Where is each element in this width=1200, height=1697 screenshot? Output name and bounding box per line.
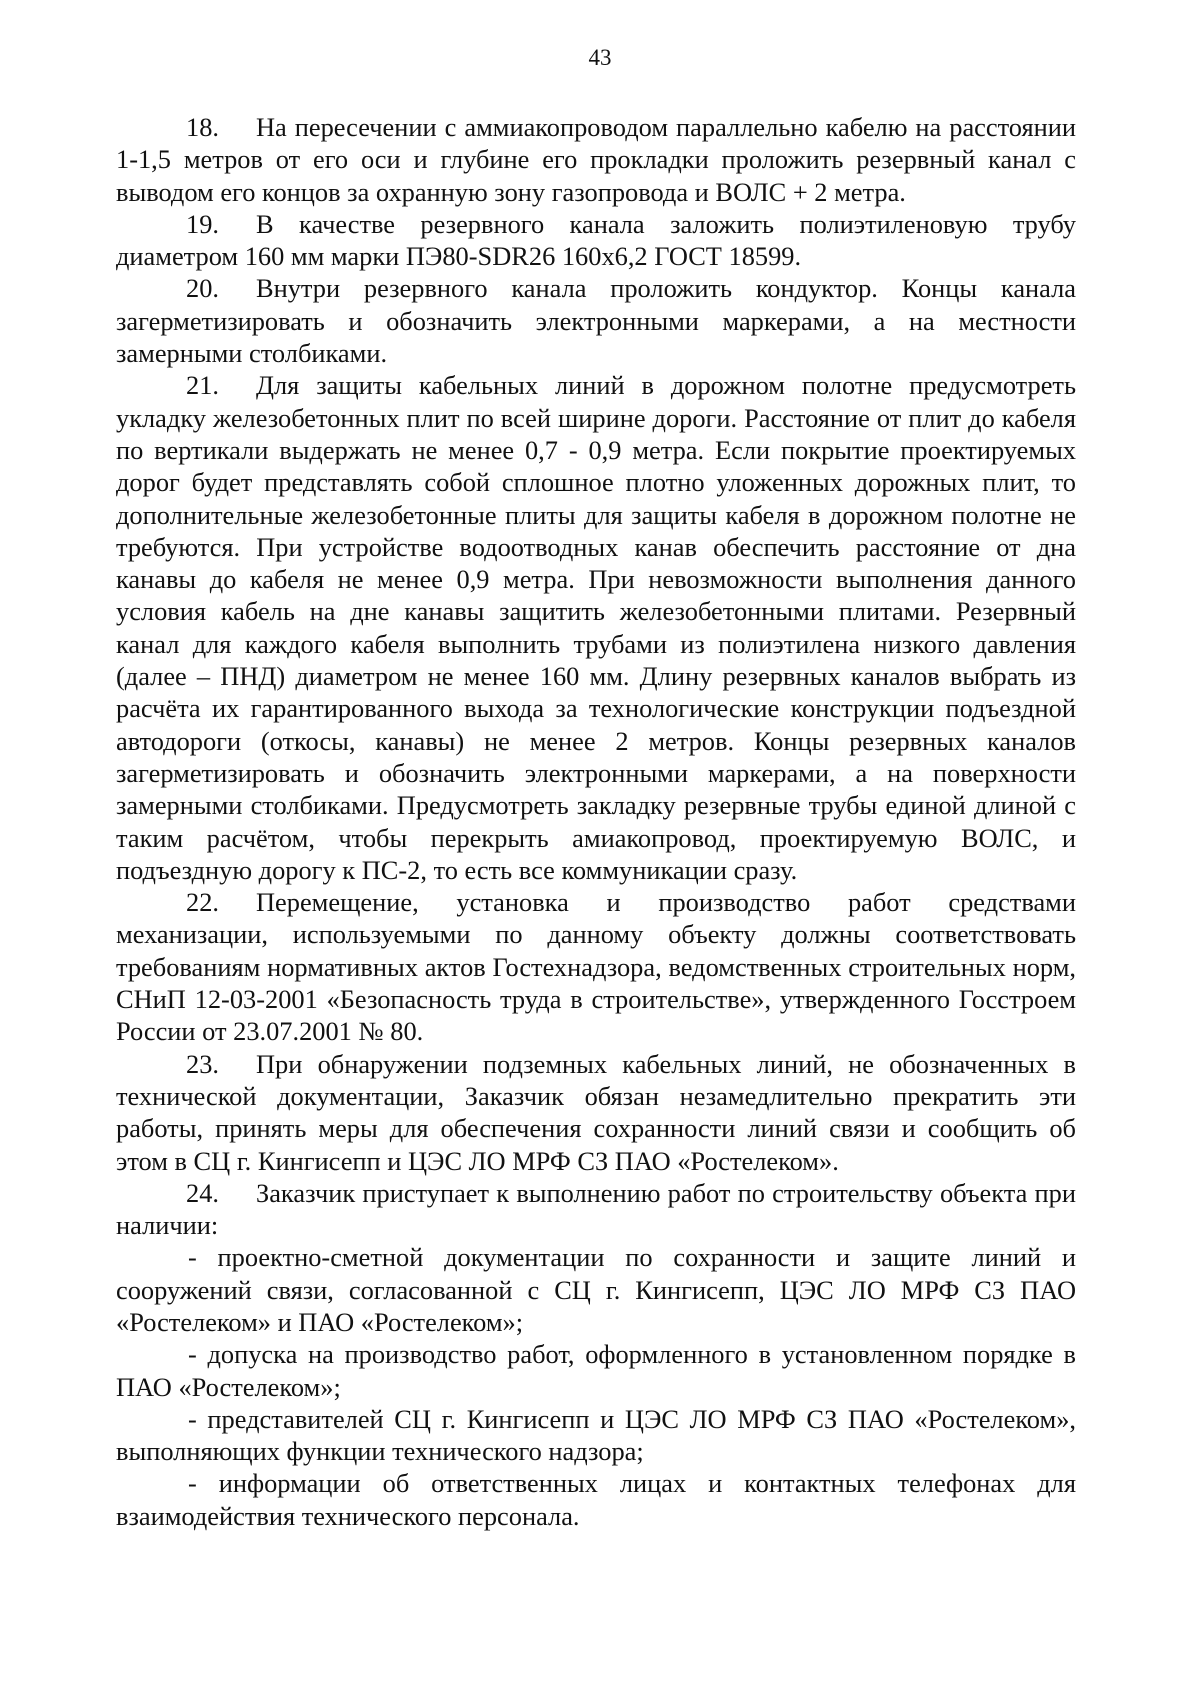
item-24 (116, 1177, 1076, 1242)
item-number: 19. (186, 208, 219, 239)
sub-item-contacts: - информации об ответственных лицах и контактных телефонах для взаимодействия технического персонала. (116, 1468, 1076, 1531)
item-text: Для защиты кабельных линий в дорожном полотне предусмотреть укладку железобетонных плит по всей ширине дороги. Расстояние от плит до кабеля по вертикали выдержать не менее 0,7 - 0,9 метра. Если покрытие проектируемых дорог будет представлять собой сплошное плотно уложенных дорожных плит, то дополнительные железобетонные плиты для защиты кабеля в дорожном полотне не требуются. При устройстве водоотводных канав обеспечить расстояние от дна канавы до кабеля не менее 0,9 метра. При невозможности выполнения данного условия кабель на дне канавы защитить железобетонными плитами. Резервный канал для каждого кабеля выполнить трубами из полиэтилена низкого давления (далее – ПНД) диаметром не менее 160 мм. Длину резервных каналов выбрать из расчёта их гарантированного выхода за технологические конструкции подъездной автодороги (откосы, канавы) не менее 2 метров. Концы резервных каналов загерметизировать и обозначить электронными маркерами, а на поверхности замерными столбиками. Предусмотреть закладку резервные трубы единой длиной с таким расчётом, чтобы перекрыть амиакопровод, проектируемую ВОЛС, и подъездную дорогу к ПС-2, то есть все коммуникации сразу. (116, 370, 1076, 885)
item-19 (116, 208, 1076, 273)
sub-item-representatives: - представителей СЦ г. Кингисепп и ЦЭС ЛО МРФ СЗ ПАО «Ростелеком», выполняющих функции технического надзора; (116, 1403, 1076, 1467)
item-22 (116, 886, 1076, 1047)
item-text: При обнаружении подземных кабельных линий, не обозначенных в технической документации, Заказчик обязан незамедлительно прекратить эти работы, принять меры для обеспечения сохранности линий связи и сообщить об этом в СЦ г. Кингисепп и ЦЭС ЛО МРФ СЗ ПАО «Ростелеком». (116, 1048, 1076, 1176)
item-text: На пересечении с аммиакопроводом параллельно кабелю на расстоянии 1-1,5 метров от его оси и глубине его прокладки проложить резервный канал с выводом его концов за охранную зону газопровода и ВОЛС + 2 метра. (116, 112, 1076, 207)
item-21 (116, 369, 1076, 886)
item-number: 22. (186, 887, 219, 918)
sub-item-documentation: - проектно-сметной документации по сохранности и защите линий и сооружений связи, согласованной с СЦ г. Кингисепп, ЦЭС ЛО МРФ СЗ ПАО «Ростелеком» и ПАО «Ростелеком»; (116, 1242, 1076, 1337)
item-number: 24. (186, 1177, 219, 1208)
item-text: Внутри резервного канала проложить кондуктор. Концы канала загерметизировать и обозначить электронными маркерами, а на местности замерными столбиками. (116, 273, 1076, 369)
item-18 (116, 111, 1076, 208)
item-23 (116, 1048, 1076, 1177)
item-number: 20. (186, 273, 219, 304)
item-text: Заказчик приступает к выполнению работ по строительству объекта при наличии: (116, 1177, 1076, 1241)
document-body (116, 111, 1076, 1532)
item-number: 21. (186, 370, 219, 401)
sub-item-permit: - допуска на производство работ, оформленного в установленном порядке в ПАО «Ростелеком»; (116, 1339, 1076, 1402)
item-number: 23. (186, 1048, 219, 1079)
page-number: 43 (588, 45, 612, 70)
item-number: 18. (186, 112, 219, 142)
item-text: В качестве резервного канала заложить полиэтиленовую трубу диаметром 160 мм марки ПЭ80-SDR26 160х6,2 ГОСТ 18599. (116, 208, 1076, 272)
item-text: Перемещение, установка и производство работ средствами механизации, используемыми по данному объекту должны соответствовать требованиям нормативных актов Гостехнадзора, ведомственных строительных норм, СНиП 12-03-2001 «Безопасность труда в строительстве», утвержденного Госстроем России от 23.07.2001 № 80. (116, 887, 1076, 1047)
item-20 (116, 272, 1076, 369)
